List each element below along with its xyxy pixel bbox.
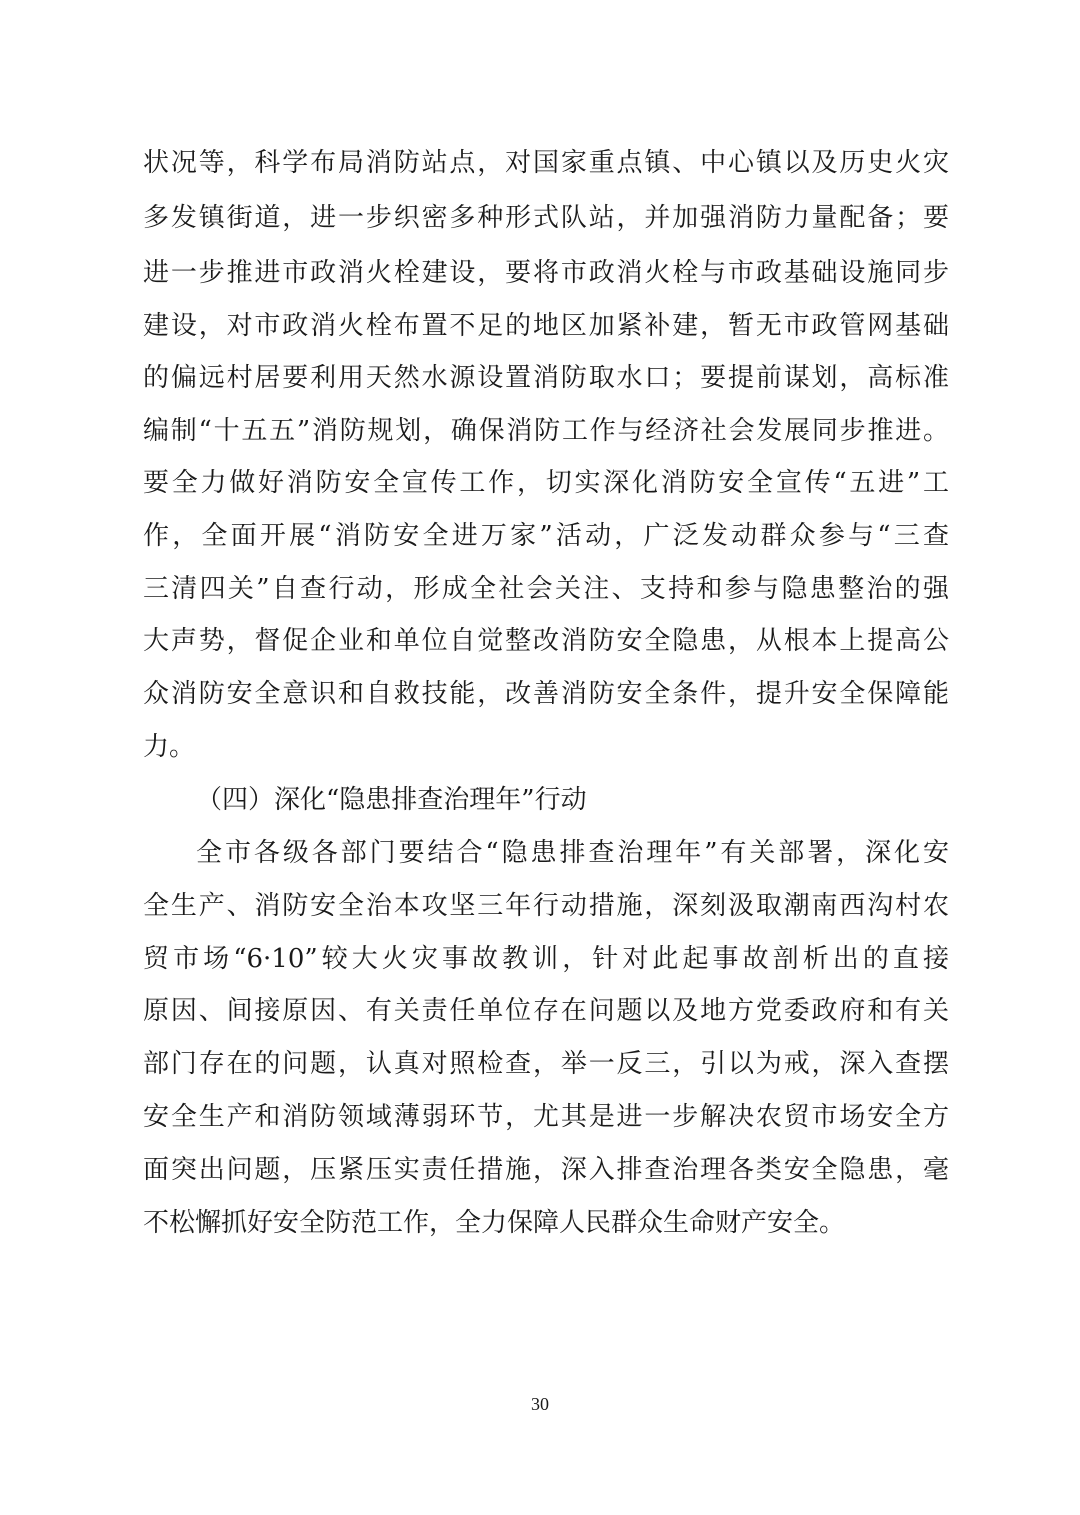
paragraph-line: 面突出问题，压紧压实责任措施，深入排查治理各类安全隐患，毫 (143, 1155, 949, 1185)
paragraph-line: 建设，对市政消火栓布置不足的地区加紧补建，暂无市政管网基础 (143, 311, 949, 341)
paragraph-line: 众消防安全意识和自救技能，改善消防安全条件，提升安全保障能 (143, 679, 949, 709)
paragraph-line: 作，全面开展“消防安全进万家”活动，广泛发动群众参与“三查 (143, 521, 949, 551)
paragraph-line: 力。 (143, 732, 196, 762)
paragraph-line: 多发镇街道，进一步织密多种形式队站，并加强消防力量配备；要 (143, 203, 949, 233)
paragraph-line: 大声势，督促企业和单位自觉整改消防安全隐患，从根本上提高公 (143, 626, 949, 656)
paragraph-line: 编制“十五五”消防规划，确保消防工作与经济社会发展同步推进。 (143, 416, 949, 446)
section-heading: （四）深化“隐患排查治理年”行动 (196, 785, 587, 815)
paragraph-line: 三清四关”自查行动，形成全社会关注、支持和参与隐患整治的强 (143, 574, 949, 604)
paragraph-line: 安全生产和消防领域薄弱环节，尤其是进一步解决农贸市场安全方 (143, 1102, 949, 1132)
paragraph-line: 全生产、消防安全治本攻坚三年行动措施，深刻汲取潮南西沟村农 (143, 891, 949, 921)
paragraph-line: 原因、间接原因、有关责任单位存在问题以及地方党委政府和有关 (143, 996, 949, 1026)
paragraph-line: 要全力做好消防安全宣传工作，切实深化消防安全宣传“五进”工 (143, 468, 949, 498)
paragraph-line: 的偏远村居要利用天然水源设置消防取水口；要提前谋划，高标准 (143, 363, 949, 393)
paragraph-line: 全市各级各部门要结合“隐患排查治理年”有关部署，深化安 (196, 838, 949, 868)
paragraph-line: 进一步推进市政消火栓建设，要将市政消火栓与市政基础设施同步 (143, 258, 949, 288)
paragraph-line: 不松懈抓好安全防范工作，全力保障人民群众生命财产安全。 (143, 1208, 846, 1238)
paragraph-line: 贸市场“6·10”较大火灾事故教训，针对此起事故剖析出的直接 (143, 944, 949, 974)
page-number: 30 (531, 1394, 549, 1414)
paragraph-line: 状况等，科学布局消防站点，对国家重点镇、中心镇以及历史火灾 (143, 148, 949, 178)
paragraph-line: 部门存在的问题，认真对照检查，举一反三，引以为戒，深入查摆 (143, 1049, 949, 1079)
